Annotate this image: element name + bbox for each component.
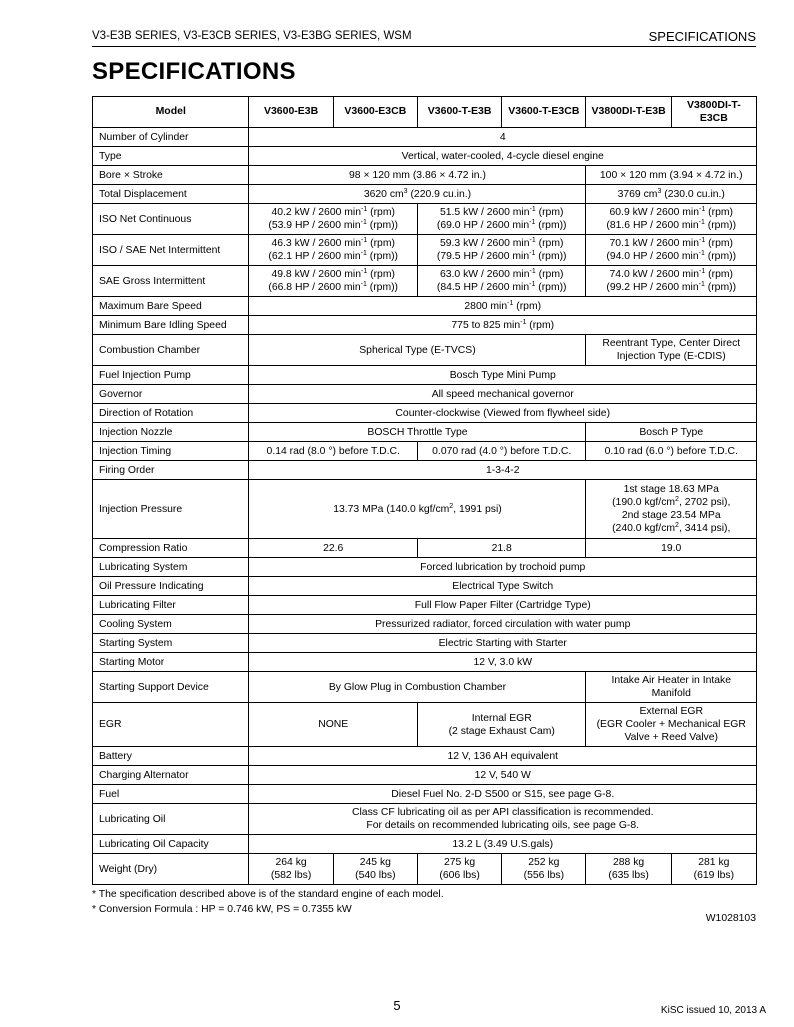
cell-value: 49.8 kW / 2600 $\min^{-1} (rpm)$ (66.8 HP / 2600 $\min^{-1} (rpm)$) [249, 266, 418, 297]
cell-value: 3620 $cm^3$ (220.9 cu.in.) [249, 185, 586, 204]
cell-value: Bosch P Type [586, 423, 757, 442]
cell-value: NONE [249, 703, 418, 747]
cell-value: 2800 $\min^{-1} (rpm)$ [249, 297, 757, 316]
table-row [93, 558, 757, 577]
model-header: V3800DI-T-E3B [586, 97, 671, 128]
table-row [93, 185, 757, 204]
row-label: Oil Pressure Indicating [93, 577, 249, 596]
cell-value: 74.0 kW / 2600 $\min^{-1} (rpm)$ (99.2 HP / 2600 $\min^{-1} (rpm)$) [586, 266, 757, 297]
row-label: Weight (Dry) [93, 854, 249, 885]
cell-value: 4 [249, 128, 757, 147]
row-label: Total Displacement [93, 185, 249, 204]
cell-value: 281 kg (619 lbs) [671, 854, 756, 885]
cell-value: 63.0 kW / 2600 $\min^{-1} (rpm)$ (84.5 HP / 2600 $\min^{-1} (rpm)$) [417, 266, 586, 297]
cell-value: Intake Air Heater in Intake Manifold [586, 672, 757, 703]
cell-value: 13.2 L (3.49 U.S.gals) [249, 835, 757, 854]
row-label: Minimum Bare Idling Speed [93, 316, 249, 335]
table-row [93, 785, 757, 804]
row-label: Cooling System [93, 615, 249, 634]
table-row [93, 297, 757, 316]
cell-value: 252 kg (556 lbs) [502, 854, 586, 885]
cell-value: 775 to 825 $\min^{-1} (rpm)$ [249, 316, 757, 335]
cell-value: By Glow Plug in Combustion Chamber [249, 672, 586, 703]
row-label: ISO Net Continuous [93, 204, 249, 235]
cell-value: 40.2 kW / 2600 $\min^{-1} (rpm)$ (53.9 HP / 2600 $\min^{-1} (rpm)$) [249, 204, 418, 235]
table-row [93, 266, 757, 297]
row-label: Direction of Rotation [93, 404, 249, 423]
table-row [93, 166, 757, 185]
table-row [93, 316, 757, 335]
cell-value: 288 kg (635 lbs) [586, 854, 671, 885]
cell-value: 275 kg (606 lbs) [417, 854, 501, 885]
table-row [93, 854, 757, 885]
cell-value: 70.1 kW / 2600 $\min^{-1} (rpm)$ (94.0 HP / 2600 $\min^{-1} (rpm)$) [586, 235, 757, 266]
cell-value: 21.8 [417, 539, 586, 558]
cell-value: 100 × 120 mm (3.94 × 4.72 in.) [586, 166, 757, 185]
table-row [93, 204, 757, 235]
cell-value: Full Flow Paper Filter (Cartridge Type) [249, 596, 757, 615]
cell-value: 59.3 kW / 2600 $\min^{-1} (rpm)$ (79.5 HP / 2600 $\min^{-1} (rpm)$) [417, 235, 586, 266]
cell-value: 1-3-4-2 [249, 461, 757, 480]
cell-value: Pressurized radiator, forced circulation with water pump [249, 615, 757, 634]
cell-value: 0.070 rad (4.0 °) before T.D.C. [417, 442, 586, 461]
cell-value: 51.5 kW / 2600 $\min^{-1} (rpm)$ (69.0 HP / 2600 $\min^{-1} (rpm)$) [417, 204, 586, 235]
table-row [93, 442, 757, 461]
cell-value: Spherical Type (E-TVCS) [249, 335, 586, 366]
cell-value: 264 kg (582 lbs) [249, 854, 333, 885]
row-label: Combustion Chamber [93, 335, 249, 366]
footnote: * The specification described above is of the standard engine of each model. [92, 889, 444, 900]
header-rule [92, 46, 756, 47]
table-row [93, 766, 757, 785]
row-label: Lubricating Oil Capacity [93, 835, 249, 854]
cell-value: Diesel Fuel No. 2-D S500 or S15, see page G-8. [249, 785, 757, 804]
cell-value: 12 V, 540 W [249, 766, 757, 785]
table-header-row [93, 97, 757, 128]
cell-value: Bosch Type Mini Pump [249, 366, 757, 385]
cell-value: Vertical, water-cooled, 4-cycle diesel engine [249, 147, 757, 166]
footnote: * Conversion Formula : HP = 0.746 kW, PS = 0.7355 kW [92, 903, 352, 915]
row-label: SAE Gross Intermittent [93, 266, 249, 297]
issue-info: KiSC issued 10, 2013 A [660, 1005, 766, 1016]
table-row [93, 672, 757, 703]
table-row [93, 539, 757, 558]
cell-value: Counter-clockwise (Viewed from flywheel side) [249, 404, 757, 423]
row-label: Fuel [93, 785, 249, 804]
header-section: SPECIFICATIONS [648, 29, 756, 44]
row-label: EGR [93, 703, 249, 747]
cell-value: 1st stage 18.63 MPa (190.0 kgf/$cm^2$, 2702 psi), 2nd stage 23.54 MPa (240.0 kgf/$cm^2$, 3414 psi), [586, 480, 757, 539]
table-row [93, 461, 757, 480]
row-label: Injection Pressure [93, 480, 249, 539]
cell-value: 60.9 kW / 2600 $\min^{-1} (rpm)$ (81.6 HP / 2600 $\min^{-1} (rpm)$) [586, 204, 757, 235]
cell-value: BOSCH Throttle Type [249, 423, 586, 442]
table-row [93, 404, 757, 423]
model-header: Model [93, 97, 249, 128]
row-label: Starting Support Device [93, 672, 249, 703]
document-code: W1028103 [705, 913, 756, 924]
table-row [93, 128, 757, 147]
cell-value: 22.6 [249, 539, 418, 558]
table-row [93, 366, 757, 385]
cell-value: 0.10 rad (6.0 °) before T.D.C. [586, 442, 757, 461]
table-row [93, 747, 757, 766]
row-label: Compression Ratio [93, 539, 249, 558]
page-title: SPECIFICATIONS [92, 58, 296, 85]
footnotes [92, 888, 444, 917]
model-header: V3600-E3B [249, 97, 333, 128]
cell-value: External EGR (EGR Cooler + Mechanical EGR Valve + Reed Valve) [586, 703, 757, 747]
header-series: V3-E3B SERIES, V3-E3CB SERIES, V3-E3BG SERIES, WSM [92, 30, 412, 42]
cell-value: 12 V, 136 AH equivalent [249, 747, 757, 766]
row-label: Lubricating Filter [93, 596, 249, 615]
row-label: Maximum Bare Speed [93, 297, 249, 316]
cell-value: 98 × 120 mm (3.86 × 4.72 in.) [249, 166, 586, 185]
cell-value: 0.14 rad (8.0 °) before T.D.C. [249, 442, 418, 461]
cell-value: 13.73 MPa (140.0 kgf/$cm^2$, 1991 psi) [249, 480, 586, 539]
cell-value: Internal EGR (2 stage Exhaust Cam) [417, 703, 586, 747]
cell-value: Electrical Type Switch [249, 577, 757, 596]
table-row [93, 634, 757, 653]
row-label: Starting System [93, 634, 249, 653]
row-label: Governor [93, 385, 249, 404]
table-row [93, 615, 757, 634]
cell-value: 19.0 [586, 539, 757, 558]
row-label: Injection Timing [93, 442, 249, 461]
table-row [93, 147, 757, 166]
cell-value: Electric Starting with Starter [249, 634, 757, 653]
cell-value: 245 kg (540 lbs) [333, 854, 417, 885]
row-label: Injection Nozzle [93, 423, 249, 442]
cell-value: 46.3 kW / 2600 $\min^{-1} (rpm)$ (62.1 HP / 2600 $\min^{-1} (rpm)$) [249, 235, 418, 266]
table-row [93, 335, 757, 366]
table-row [93, 480, 757, 539]
specifications-table [92, 96, 757, 885]
cell-value: All speed mechanical governor [249, 385, 757, 404]
row-label: Charging Alternator [93, 766, 249, 785]
cell-value: 3769 $cm^3$ (230.0 cu.in.) [586, 185, 757, 204]
row-label: ISO / SAE Net Intermittent [93, 235, 249, 266]
row-label: Battery [93, 747, 249, 766]
model-header: V3600-E3CB [333, 97, 417, 128]
model-header: V3800DI-T-E3CB [671, 97, 756, 128]
table-row [93, 385, 757, 404]
cell-value: Class CF lubricating oil as per API classification is recommended. For details on recommended lubricating oils, see page G-8. [249, 804, 757, 835]
table-row [93, 653, 757, 672]
row-label: Type [93, 147, 249, 166]
row-label: Lubricating System [93, 558, 249, 577]
row-label: Bore × Stroke [93, 166, 249, 185]
page-number: 5 [393, 998, 401, 1013]
cell-value: 12 V, 3.0 kW [249, 653, 757, 672]
table-row [93, 423, 757, 442]
table-row [93, 235, 757, 266]
model-header: V3600-T-E3B [417, 97, 501, 128]
row-label: Fuel Injection Pump [93, 366, 249, 385]
table-row [93, 804, 757, 835]
table-row [93, 577, 757, 596]
row-label: Firing Order [93, 461, 249, 480]
cell-value: Reentrant Type, Center Direct Injection Type (E-CDIS) [586, 335, 757, 366]
table-row [93, 835, 757, 854]
table-row [93, 596, 757, 615]
table-row [93, 703, 757, 747]
row-label: Starting Motor [93, 653, 249, 672]
cell-value: Forced lubrication by trochoid pump [249, 558, 757, 577]
model-header: V3600-T-E3CB [502, 97, 586, 128]
row-label: Lubricating Oil [93, 804, 249, 835]
row-label: Number of Cylinder [93, 128, 249, 147]
